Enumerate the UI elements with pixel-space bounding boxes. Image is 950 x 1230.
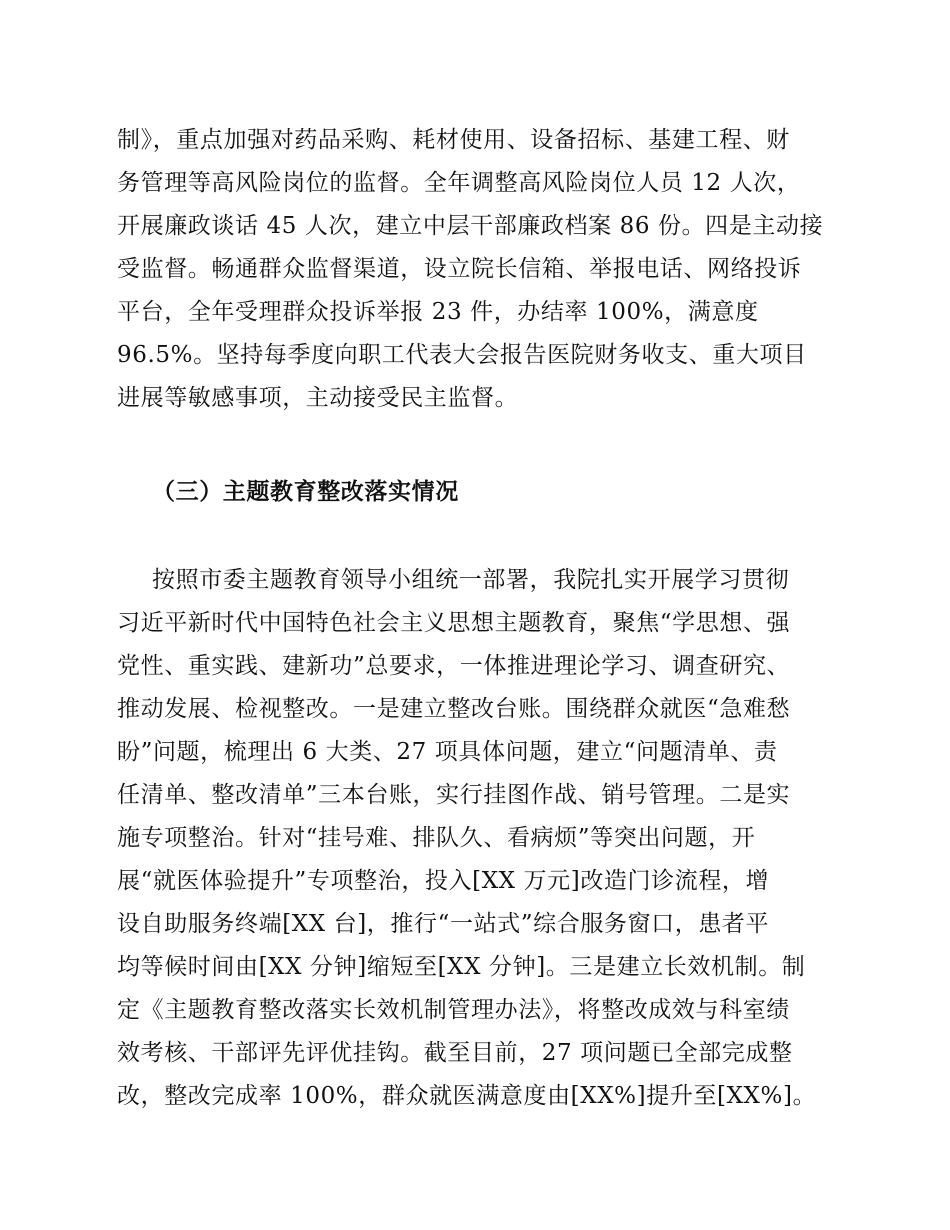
paragraph-line: 推动发展、检视整改。一是建立整改台账。围绕群众就医“急难愁 [117,696,791,722]
paragraph-line: 效考核、干部评先评优挂钩。截至目前，27 项问题已全部完成整 [117,1040,793,1066]
paragraph-line: 习近平新时代中国特色社会主义思想主题教育，聚焦“学思想、强 [117,610,791,636]
paragraph-line: 展“就医体验提升”专项整治，投入[XX 万元]改造门诊流程，增 [117,868,770,894]
paragraph-line: 均等候时间由[XX 分钟]缩短至[XX 分钟]。三是建立长效机制。制 [117,954,806,980]
paragraph-line: 党性、重实践、建新功”总要求，一体推进理论学习、调查研究、 [117,653,791,679]
paragraph-line: 受监督。畅通群众监督渠道，设立院长信箱、举报电话、网络投诉 [117,256,802,282]
paragraph-line: 任清单、整改清单”三本台账，实行挂图作战、销号管理。二是实 [117,782,791,808]
paragraph-line: 96.5%。坚持每季度向职工代表大会报告医院财务收支、重大项目 [117,342,807,368]
paragraph-line: 盼”问题，梳理出 6 大类、27 项具体问题，建立“问题清单、责 [117,739,778,765]
section-heading: （三）主题教育整改落实情况 [152,478,459,505]
paragraph-line: 平台，全年受理群众投诉举报 23 件，办结率 100%，满意度 [117,299,759,325]
paragraph-line: 进展等敏感事项，主动接受民主监督。 [117,385,519,411]
paragraph-line: 务管理等高风险岗位的监督。全年调整高风险岗位人员 12 人次， [117,170,801,196]
paragraph-line: 按照市委主题教育领导小组统一部署，我院扎实开展学习贯彻 [152,567,790,593]
paragraph-line: 定《主题教育整改落实长效机制管理办法》，将整改成效与科室绩 [117,997,790,1023]
paragraph-line: 改，整改完成率 100%，群众就医满意度由[XX%]提升至[XX%]。 [117,1083,817,1109]
paragraph-line: 制》，重点加强对药品采购、耗材使用、设备招标、基建工程、财 [117,127,790,153]
paragraph-line: 施专项整治。针对“挂号难、排队久、看病烦”等突出问题，开 [117,825,756,851]
paragraph-line: 设自助服务终端[XX 台]，推行“一站式”综合服务窗口，患者平 [117,911,770,937]
paragraph-line: 开展廉政谈话 45 人次，建立中层干部廉政档案 86 份。四是主动接 [117,213,824,239]
